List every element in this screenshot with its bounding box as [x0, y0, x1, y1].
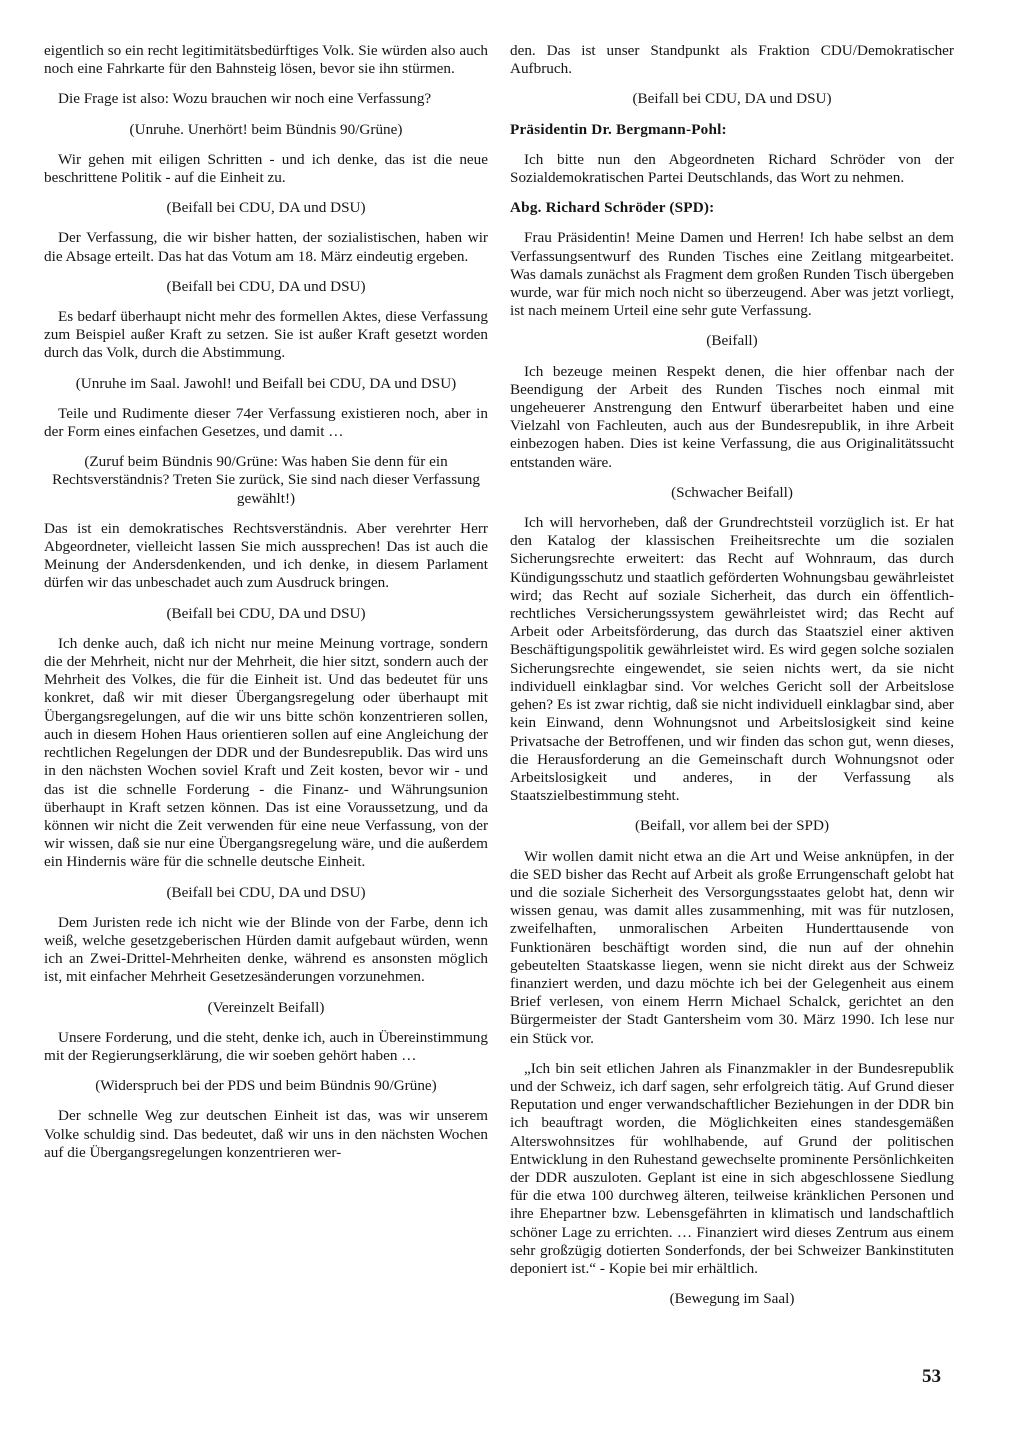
- interjection: (Beifall bei CDU, DA und DSU): [166, 199, 366, 217]
- paragraph: den. Das ist unser Standpunkt als Fraktion CDU/Demokratischer Aufbruch.: [510, 42, 954, 78]
- interjection: (Beifall bei CDU, DA und DSU): [166, 277, 366, 295]
- paragraph: Ich denke auch, daß ich nicht nur meine Meinung vortrage, sondern die der Mehrheit, nicht nur der Mehrheit, die hier sitzt, sondern auch der Mehrheit des Volkes, die für die Einheit ist. Und das bedeutet für uns konkret, daß wir mit dieser Übergangsregelung oder überhaupt mit Übergangsregelungen, auf die wir uns bitte schön konzentrieren sollen, auch in diesem Hohen Haus orientieren sollen auf eine Angleichung der rechtlichen Regelungen der DDR und der Bundesrepublik. Das wird uns in den nächsten Wochen soviel Kraft und Zeit kosten, bevor wir - und das ist die schnelle Forderung - die Finanz- und Währungsunion überhaupt in Kraft setzen können. Das ist eine Voraussetzung, und da können wir nicht die Zeit verwenden für eine neue Verfassung, von der wir wissen, daß sie nur eine Übergangsregelung wäre, und die außerdem ein Hindernis wäre für die schnelle deutsche Einheit.: [44, 634, 488, 871]
- paragraph: Wir gehen mit eiligen Schritten - und ich denke, das ist die neue beschrittene Politik - auf die Einheit zu.: [44, 150, 488, 187]
- paragraph: Teile und Rudimente dieser 74er Verfassung existieren noch, aber in der Form eines einfachen Gesetzes, und damit …: [44, 404, 488, 441]
- paragraph: Es bedarf überhaupt nicht mehr des formellen Aktes, diese Verfassung zum Beispiel außer Kraft zu setzen. Sie ist außer Kraft gesetzt worden durch das Volk, durch die Abstimmung.: [44, 308, 488, 362]
- paragraph: Dem Juristen rede ich nicht wie der Blinde von der Farbe, denn ich weiß, welche gesetzgeberischen Hürden damit aufgebaut würden, wenn ich an Zwei-Drittel-Mehrheiten denke, während es ansonsten möglich ist, mit einfacher Mehrheit Gesetzesänderungen vorzunehmen.: [44, 913, 488, 986]
- paragraph: Die Frage ist also: Wozu brauchen wir noch eine Verfassung?: [58, 90, 432, 108]
- speaker-heading: Präsidentin Dr. Bergmann-Pohl:: [510, 120, 727, 138]
- speaker-heading: Abg. Richard Schröder (SPD):: [510, 199, 715, 217]
- paragraph: eigentlich so ein recht legitimitätsbedürftiges Volk. Sie würden also auch noch eine Fahrkarte für den Bahnsteig lösen, bevor sie ihn stürmen.: [44, 42, 488, 78]
- paragraph: Unsere Forderung, und die steht, denke ich, auch in Übereinstimmung mit der Regierungserklärung, die wir soeben gehört haben …: [44, 1028, 488, 1064]
- page-number: 53: [922, 1366, 941, 1387]
- paragraph: Ich bitte nun den Abgeordneten Richard Schröder von der Sozialdemokratischen Partei Deutschlands, das Wort zu nehmen.: [510, 150, 954, 187]
- interjection: (Schwacher Beifall): [671, 483, 793, 501]
- quoted-letter: „Ich bin seit etlichen Jahren als Finanzmakler in der Bundesrepublik und der Schweiz, ich darf sagen, sehr erfolgreich tätig. Auf Grund dieser Reputation und enger verwandschaftlicher Beziehungen in der DDR bin ich beauftragt worden, die Möglichkeiten eines standesgemäßen Alterswohnsitzes für wohlhabende, auf Grund der politischen Entwicklung in den Ruhestand gewechselte prominente Persönlichkeiten der DDR auszuloten. Geplant ist eine in sich abgeschlossene Siedlung für die etwa 100 durchweg älteren, teilweise kränklichen Personen und ihre Ehepartner bzw. Lebensgefährten in klimatisch und landschaftlich schöner Lage zu errichten. … Finanziert wird dieses Zentrum aus einem sehr großzügig dotierten Sonderfonds, der bei Schweizer Bankinstituten deponiert ist.“ - Kopie bei mir erhältlich.: [510, 1059, 954, 1277]
- paragraph: Wir wollen damit nicht etwa an die Art und Weise anknüpfen, in der die SED bisher das Recht auf Arbeit als große Errungenschaft gelobt hat und die soziale Sicherheit des Versorgungsstaates gelobt hat, denn wir wissen genau, was damit alles zusammenhing, mit was für nutzlosen, zweifelhaften, unmoralischen Arbeiten Hunderttausende von Funktionären beschäftigt worden sind, die nun auf der ohnehin gebeutelten Staatskasse liegen, wenn sie nicht direkt aus der Schweiz finanziert werden, und dazu möchte ich bei der Gelegenheit aus einem Brief verlesen, von einem Herrn Michael Schalck, gerichtet an den Bürgermeister der Stadt Gantersheim vom 30. März 1990. Ich lese nur ein Stück vor.: [510, 847, 954, 1047]
- interjection: (Widerspruch bei der PDS und beim Bündnis 90/Grüne): [95, 1077, 437, 1095]
- paragraph: Ich will hervorheben, daß der Grundrechtsteil vorzüglich ist. Er hat den Katalog der klassischen Freiheitsrechte um die sozialen Sicherungsrechte erweitert: das Recht auf Wohnraum, das durch Kündigungsschutz und staatlich geförderten Wohnungsbau gewährleistet wird; das Recht auf soziale Sicherheit, das durch ein öffentlich-rechtliches Versicherungssystem gewährleistet wird; das Recht auf Arbeit oder Arbeitsförderung, das durch das Staatsziel einer aktiven Beschäftigungspolitik gewährleistet wird. Es wird gegen solche sozialen Sicherungsrechte eingewendet, sie seien nichts wert, da sie nicht individuell einklagbar sind. Vor welches Gericht soll der Arbeitslose gehen? Es ist zwar richtig, daß sie nicht individuell einklagbar sind, aber kein Einwand, denn Wohnungsnot und Arbeitslosigkeit sind keine Privatsache der Betroffenen, und wir finden das schon gut, wenn dieses, die Herausforderung an die Gemeinschaft durch Wohnungsnot oder Arbeitslosigkeit und anderes, in der Verfassung als Staatszielbestimmung steht.: [510, 514, 954, 805]
- right-column: [510, 42, 954, 1320]
- interjection: (Unruhe im Saal. Jawohl! und Beifall bei CDU, DA und DSU): [75, 374, 457, 392]
- interjection: (Unruhe. Unerhört! beim Bündnis 90/Grüne): [129, 120, 403, 138]
- interjection: (Beifall bei CDU, DA und DSU): [632, 90, 832, 108]
- paragraph: Der Verfassung, die wir bisher hatten, der sozialistischen, haben wir die Absage erteilt. Das hat das Votum am 18. März eindeutig ergeben.: [44, 229, 488, 265]
- interjection: (Beifall bei CDU, DA und DSU): [166, 883, 366, 901]
- interjection: (Beifall, vor allem bei der SPD): [634, 817, 829, 835]
- interjection: (Bewegung im Saal): [669, 1290, 795, 1308]
- left-column: [44, 42, 488, 1174]
- paragraph: Das ist ein demokratisches Rechtsverständnis. Aber verehrter Herr Abgeordneter, vielleicht lassen Sie mich aussprechen! Das ist auch die Meinung der Andersdenkenden, und ich denke, in diesem Parlament dürfen wir das unbeschadet auch zum Ausdruck bringen.: [44, 519, 488, 592]
- interjection: (Beifall bei CDU, DA und DSU): [166, 604, 366, 622]
- paragraph: Frau Präsidentin! Meine Damen und Herren! Ich habe selbst an dem Verfassungsentwurf des Runden Tisches eine Zeitlang mitgearbeitet. Was damals zunächst als Fragment dem großen Runden Tisch übergeben wurde, war für mich noch nicht so überzeugend. Aber was jetzt vorliegt, ist nach meinem Urteil eine sehr gute Verfassung.: [510, 229, 954, 320]
- paragraph: Ich bezeuge meinen Respekt denen, die hier offenbar nach der Beendigung der Arbeit des Runden Tisches noch einmal mit ungeheuerer Anstrengung den Entwurf überarbeitet haben und eine Vielzahl von Fachleuten, auch aus der Bundesrepublik, in ihre Arbeit einbezogen haben. Dies ist keine Verfassung, die aus Originalitätssucht entstanden wäre.: [510, 362, 954, 471]
- paragraph: Der schnelle Weg zur deutschen Einheit ist das, was wir unserem Volke schuldig sind. Das bedeutet, daß wir uns in den nächsten Wochen auf die Übergangsregelungen konzentrieren wer-: [44, 1107, 488, 1161]
- interjection: (Vereinzelt Beifall): [207, 998, 325, 1016]
- interjection: (Beifall): [706, 332, 758, 350]
- interjection: (Zuruf beim Bündnis 90/Grüne: Was haben Sie denn für ein Rechtsverständnis? Treten Sie zurück, Sie sind nach dieser Verfassung gewählt!): [52, 453, 480, 507]
